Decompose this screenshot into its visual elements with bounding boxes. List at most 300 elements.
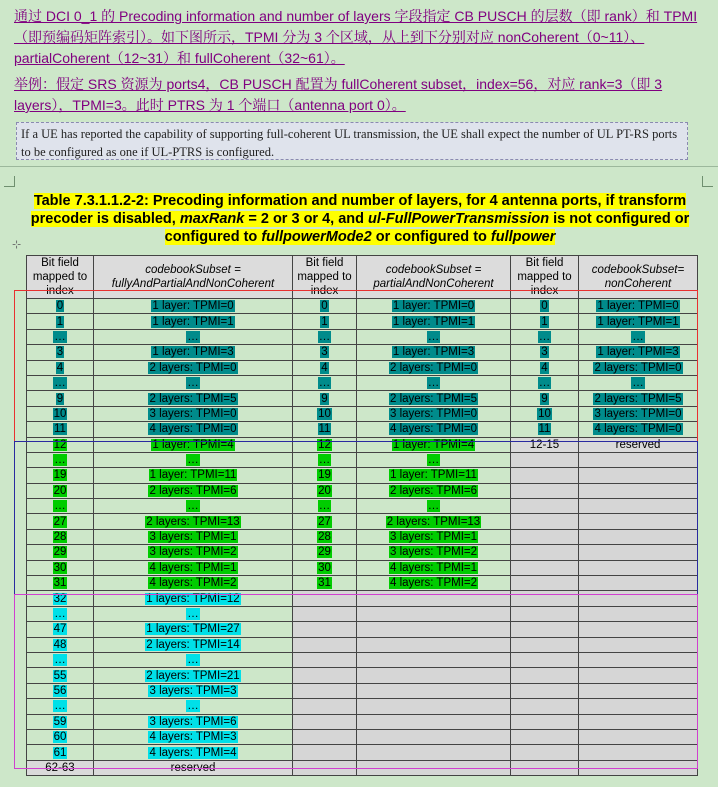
highlighted-value: 4 layers: TPMI=2 <box>149 577 237 590</box>
table-cell <box>27 745 94 760</box>
table-cell <box>293 606 357 621</box>
highlighted-value: 3 layers: TPMI=3 <box>149 684 237 697</box>
highlighted-value: 1 <box>321 315 328 328</box>
table-cell <box>94 637 293 652</box>
highlighted-value: 19 <box>318 469 331 482</box>
table-cell <box>94 514 293 529</box>
table-title: Table 7.3.1.1.2-2: Precoding information and number of layers, for 4 antenna ports, if transform precoder is disabled, maxRank = 2 or 3 or 4, and ul-FullPowerTransmission is not configured or configured to fullpowerMode2 or configured to fullpower <box>30 193 690 245</box>
highlighted-value: 4 layers: TPMI=4 <box>149 746 237 759</box>
table-cell <box>357 329 511 344</box>
table-row <box>27 499 698 514</box>
table-row <box>27 437 698 452</box>
highlighted-value: … <box>318 454 331 467</box>
table-cell <box>357 699 511 714</box>
table-cell <box>293 468 357 483</box>
highlighted-value: 2 layers: TPMI=0 <box>594 361 682 374</box>
highlighted-value: 61 <box>53 746 67 759</box>
table-cell <box>293 299 357 314</box>
table-cell <box>511 452 579 467</box>
header-bitfield: Bit field mapped to index <box>511 256 579 299</box>
table-cell <box>357 391 511 406</box>
table-cell <box>511 375 579 390</box>
table-cell <box>293 345 357 360</box>
highlighted-value: 4 layers: TPMI=1 <box>389 561 478 574</box>
table-cell <box>94 591 293 606</box>
table-cell <box>94 545 293 560</box>
table-row <box>27 468 698 483</box>
table-cell <box>579 652 698 667</box>
highlighted-value: … <box>318 377 331 390</box>
table-row <box>27 345 698 360</box>
table-cell <box>579 514 698 529</box>
table-cell <box>357 514 511 529</box>
table-cell <box>94 576 293 591</box>
page-corner-mark <box>4 176 15 187</box>
table-cell <box>357 422 511 437</box>
table-cell <box>27 637 94 652</box>
highlighted-value: 3 <box>56 346 64 359</box>
table-cell <box>27 683 94 698</box>
table-cell <box>357 637 511 652</box>
table-row <box>27 699 698 714</box>
highlighted-value: 9 <box>541 392 548 405</box>
table-cell <box>94 360 293 375</box>
table-row <box>27 360 698 375</box>
table-cell <box>357 483 511 498</box>
table-cell <box>293 729 357 744</box>
table-cell <box>94 529 293 544</box>
table-cell <box>293 499 357 514</box>
highlighted-value: 3 layers: TPMI=0 <box>594 407 682 420</box>
table-cell <box>293 529 357 544</box>
highlighted-value: 1 layers: TPMI=12 <box>146 592 240 605</box>
table-cell <box>511 499 579 514</box>
highlighted-value: … <box>187 377 199 390</box>
table-cell <box>27 499 94 514</box>
table-cell <box>579 560 698 575</box>
highlighted-value: 2 layers: TPMI=0 <box>389 361 478 374</box>
highlighted-value: … <box>187 700 199 713</box>
table-cell <box>293 576 357 591</box>
highlighted-value: 28 <box>53 531 67 544</box>
table-cell <box>94 606 293 621</box>
highlighted-value: 4 layers: TPMI=3 <box>149 731 237 744</box>
table-cell <box>579 683 698 698</box>
table-cell <box>27 422 94 437</box>
highlighted-value: 1 layer: TPMI=0 <box>597 300 679 313</box>
highlighted-value: 4 layers: TPMI=0 <box>594 423 682 436</box>
table-cell <box>511 668 579 683</box>
highlighted-value: … <box>187 500 199 513</box>
table-row <box>27 637 698 652</box>
table-cell <box>94 699 293 714</box>
table-cell <box>579 545 698 560</box>
table-cell <box>511 329 579 344</box>
table-cell <box>579 499 698 514</box>
table-cell <box>94 729 293 744</box>
table-cell <box>511 391 579 406</box>
table-cell <box>27 299 94 314</box>
table-cell <box>293 745 357 760</box>
table-row <box>27 483 698 498</box>
highlighted-value: 4 <box>56 361 64 374</box>
highlighted-value: 2 layers: TPMI=14 <box>146 638 240 651</box>
table-cell <box>511 606 579 621</box>
highlighted-value: … <box>632 377 644 390</box>
highlighted-value: 28 <box>318 531 331 544</box>
highlighted-value: 1 layer: TPMI=4 <box>152 438 234 451</box>
table-cell <box>579 591 698 606</box>
highlighted-value: 1 layer: TPMI=3 <box>392 346 475 359</box>
table-cell <box>357 406 511 421</box>
highlighted-value: 32 <box>53 592 67 605</box>
table-cell <box>293 314 357 329</box>
table-cell <box>94 499 293 514</box>
highlighted-value: 1 <box>541 315 548 328</box>
table-cell <box>579 714 698 729</box>
table-cell <box>293 406 357 421</box>
table-cell <box>357 529 511 544</box>
table-cell <box>94 714 293 729</box>
table-cell <box>94 683 293 698</box>
highlighted-value: 11 <box>318 423 331 436</box>
table-cell: reserved <box>579 437 698 452</box>
table-cell <box>27 699 94 714</box>
highlighted-value: 3 <box>321 346 328 359</box>
highlighted-value: 56 <box>53 684 67 697</box>
highlighted-value: 9 <box>321 392 328 405</box>
table-cell <box>511 529 579 544</box>
table-row <box>27 452 698 467</box>
table-cell <box>511 760 579 775</box>
highlighted-value: 3 <box>541 346 548 359</box>
table-row <box>27 652 698 667</box>
table-row <box>27 375 698 390</box>
table-cell <box>94 468 293 483</box>
table-cell <box>27 652 94 667</box>
table-cell <box>511 560 579 575</box>
table-cell <box>511 683 579 698</box>
table-cell <box>579 668 698 683</box>
table-cell <box>579 622 698 637</box>
table-row <box>27 576 698 591</box>
highlighted-value: … <box>54 654 66 667</box>
highlighted-value: 3 layers: TPMI=6 <box>149 715 237 728</box>
table-cell <box>579 345 698 360</box>
highlighted-value: 2 layers: TPMI=21 <box>146 669 240 682</box>
table-cell <box>293 591 357 606</box>
highlighted-value: … <box>54 608 66 620</box>
table-cell <box>94 391 293 406</box>
highlighted-value: 1 layer: TPMI=0 <box>392 300 475 313</box>
table-cell <box>579 483 698 498</box>
table-cell <box>293 514 357 529</box>
table-cell <box>579 576 698 591</box>
table-cell <box>27 576 94 591</box>
table-cell <box>27 729 94 744</box>
table-cell: 62-63 <box>27 760 94 775</box>
highlighted-value: … <box>54 700 66 713</box>
table-cell <box>579 391 698 406</box>
highlighted-value: 1 layer: TPMI=1 <box>597 315 679 328</box>
highlighted-value: 20 <box>53 484 67 497</box>
table-cell <box>94 745 293 760</box>
highlighted-value: 29 <box>318 546 331 559</box>
divider <box>0 166 718 167</box>
table-cell <box>579 745 698 760</box>
highlighted-value: 47 <box>53 623 67 636</box>
table-cell <box>357 375 511 390</box>
highlighted-value: 1 layer: TPMI=3 <box>152 346 234 359</box>
highlighted-value: 9 <box>56 392 64 405</box>
table-cell <box>357 345 511 360</box>
table-cell <box>27 314 94 329</box>
spec-quote: If a UE has reported the capability of supporting full-coherent UL transmission, the UE shall expect the number of UL PT-RS ports to be configured as one if UL-PTRS is configured. <box>16 122 688 160</box>
table-cell <box>27 329 94 344</box>
table-cell <box>27 406 94 421</box>
table-row <box>27 391 698 406</box>
table-cell <box>357 668 511 683</box>
table-cell <box>511 591 579 606</box>
highlighted-value: 1 <box>56 315 64 328</box>
highlighted-value: 60 <box>53 731 67 744</box>
table-cell <box>27 437 94 452</box>
highlighted-value: 12 <box>318 438 331 451</box>
table-cell <box>293 760 357 775</box>
header-non-coherent: codebookSubset= nonCoherent <box>579 256 698 299</box>
table-cell: 12-15 <box>511 437 579 452</box>
table-cell <box>511 483 579 498</box>
table-cell <box>357 437 511 452</box>
highlighted-value: … <box>427 330 440 343</box>
table-row <box>27 591 698 606</box>
table-cell <box>94 314 293 329</box>
table-cell <box>293 622 357 637</box>
highlighted-value: … <box>54 377 66 390</box>
table-cell <box>511 637 579 652</box>
anchor-icon: ⊹ <box>12 239 22 251</box>
table-cell <box>293 668 357 683</box>
highlighted-value: … <box>187 608 199 620</box>
table-cell <box>94 406 293 421</box>
table-cell <box>94 483 293 498</box>
table-cell <box>511 576 579 591</box>
table-cell <box>357 652 511 667</box>
table-cell <box>293 391 357 406</box>
table-cell <box>357 452 511 467</box>
highlighted-value: … <box>187 330 199 343</box>
highlighted-value: 1 layer: TPMI=1 <box>152 315 234 328</box>
table-cell <box>27 483 94 498</box>
table-cell <box>94 345 293 360</box>
table-cell <box>511 299 579 314</box>
highlighted-value: 3 layers: TPMI=2 <box>149 546 237 559</box>
table-row <box>27 729 698 744</box>
table-cell <box>293 483 357 498</box>
table-cell <box>94 299 293 314</box>
table-cell <box>511 745 579 760</box>
table-row <box>27 606 698 621</box>
table-row <box>27 406 698 421</box>
highlighted-value: 55 <box>53 669 67 682</box>
highlighted-value: 3 layers: TPMI=1 <box>149 531 237 544</box>
table-cell <box>27 591 94 606</box>
highlighted-value: … <box>54 454 66 467</box>
table-row <box>27 529 698 544</box>
table-cell <box>357 576 511 591</box>
table-cell <box>357 499 511 514</box>
table-row <box>27 545 698 560</box>
header-bitfield: Bit field mapped to index <box>27 256 94 299</box>
table-cell <box>579 637 698 652</box>
table-cell <box>293 437 357 452</box>
highlighted-value: 2 layers: TPMI=0 <box>149 361 237 374</box>
table-cell <box>579 406 698 421</box>
table-row <box>27 745 698 760</box>
table-row <box>27 299 698 314</box>
table-cell <box>511 360 579 375</box>
highlighted-value: 0 <box>321 300 328 313</box>
table-cell <box>579 760 698 775</box>
highlighted-value: 2 layers: TPMI=6 <box>149 484 237 497</box>
table-cell <box>511 699 579 714</box>
table-cell <box>579 360 698 375</box>
table-cell <box>94 437 293 452</box>
table-cell <box>94 622 293 637</box>
highlighted-value: 11 <box>54 423 66 436</box>
highlighted-value: 10 <box>53 407 67 420</box>
table-cell <box>511 314 579 329</box>
highlighted-value: 0 <box>541 300 548 313</box>
highlighted-value: 1 layer: TPMI=3 <box>597 346 679 359</box>
table-cell <box>357 299 511 314</box>
highlighted-value: 29 <box>53 546 67 559</box>
highlighted-value: 4 layers: TPMI=0 <box>149 423 237 436</box>
table-cell <box>27 529 94 544</box>
highlighted-value: 27 <box>53 515 67 528</box>
table-cell <box>511 345 579 360</box>
table-row <box>27 622 698 637</box>
table-cell <box>27 606 94 621</box>
highlighted-value: 2 layers: TPMI=5 <box>149 392 237 405</box>
highlighted-value: 4 layers: TPMI=1 <box>149 561 237 574</box>
table-cell <box>27 391 94 406</box>
table-cell <box>357 545 511 560</box>
highlighted-value: 2 layers: TPMI=13 <box>146 515 240 528</box>
table-cell <box>579 606 698 621</box>
highlighted-value: 4 <box>541 361 548 374</box>
header-bitfield: Bit field mapped to index <box>293 256 357 299</box>
header-partial-coherent: codebookSubset = partialAndNonCoherent <box>357 256 511 299</box>
highlighted-value: 3 layers: TPMI=1 <box>389 531 478 544</box>
highlighted-value: 2 layers: TPMI=5 <box>594 392 682 405</box>
table-row <box>27 683 698 698</box>
highlighted-value: … <box>538 330 551 343</box>
table-row <box>27 422 698 437</box>
table-cell <box>27 714 94 729</box>
table-row <box>27 314 698 329</box>
table-cell <box>293 422 357 437</box>
highlighted-value: 31 <box>53 577 67 590</box>
table-cell <box>27 375 94 390</box>
table-cell <box>357 729 511 744</box>
table-cell <box>579 329 698 344</box>
table-cell <box>579 422 698 437</box>
table-cell <box>511 422 579 437</box>
table-cell <box>579 452 698 467</box>
table-cell <box>511 545 579 560</box>
table-cell <box>579 699 698 714</box>
table-cell <box>293 683 357 698</box>
table-cell <box>94 668 293 683</box>
precoding-table <box>26 255 698 776</box>
highlighted-value: 11 <box>538 423 551 436</box>
table-cell <box>94 652 293 667</box>
table-cell <box>293 375 357 390</box>
table-cell <box>511 652 579 667</box>
table-cell <box>27 345 94 360</box>
table-row <box>27 514 698 529</box>
table-cell <box>511 729 579 744</box>
table-cell <box>579 468 698 483</box>
highlighted-value: 4 layers: TPMI=0 <box>389 423 478 436</box>
table-cell <box>293 637 357 652</box>
table-cell <box>357 360 511 375</box>
table-cell <box>579 729 698 744</box>
highlighted-value: 1 layer: TPMI=11 <box>149 469 237 482</box>
table-cell <box>27 514 94 529</box>
table-cell <box>94 375 293 390</box>
table-cell <box>511 714 579 729</box>
highlighted-value: 3 layers: TPMI=2 <box>389 546 478 559</box>
highlighted-value: 27 <box>318 515 331 528</box>
highlighted-value: … <box>538 377 551 390</box>
table-cell <box>511 406 579 421</box>
table-row <box>27 760 698 775</box>
table-cell <box>27 622 94 637</box>
explanation-paragraph: 通过 DCI 0_1 的 Precoding information and number of layers 字段指定 CB PUSCH 的层数（即 rank）和 TPMI（即预编码矩阵索引）。如下图所示，TPMI 分为 3 个区域，从上到下分别对应 nonCoherent（0~11）、partialCoherent（12~31）和 fullCoherent（32~61）。 <box>14 8 698 66</box>
highlighted-value: 12 <box>53 438 67 451</box>
table-row <box>27 329 698 344</box>
table-cell <box>579 375 698 390</box>
table-cell <box>357 606 511 621</box>
highlighted-value: 59 <box>53 715 67 728</box>
table-cell <box>357 622 511 637</box>
highlighted-value: 20 <box>318 484 331 497</box>
highlighted-value: 19 <box>53 469 67 482</box>
table-cell <box>27 360 94 375</box>
highlighted-value: … <box>54 500 66 513</box>
table-row <box>27 668 698 683</box>
table-cell <box>293 714 357 729</box>
table-cell <box>293 329 357 344</box>
table-row <box>27 560 698 575</box>
highlighted-value: 3 layers: TPMI=0 <box>149 407 237 420</box>
table-cell <box>293 652 357 667</box>
highlighted-value: 1 layer: TPMI=0 <box>152 300 234 313</box>
highlighted-value: 1 layer: TPMI=4 <box>392 438 475 451</box>
highlighted-value: … <box>318 330 331 343</box>
table-cell <box>94 422 293 437</box>
table-cell <box>579 529 698 544</box>
highlighted-value: … <box>427 454 440 467</box>
highlighted-value: 10 <box>318 407 331 420</box>
table-cell <box>293 699 357 714</box>
highlighted-value: 3 layers: TPMI=0 <box>389 407 478 420</box>
highlighted-value: 4 <box>321 361 328 374</box>
highlighted-value: … <box>318 500 331 513</box>
table-cell <box>357 745 511 760</box>
